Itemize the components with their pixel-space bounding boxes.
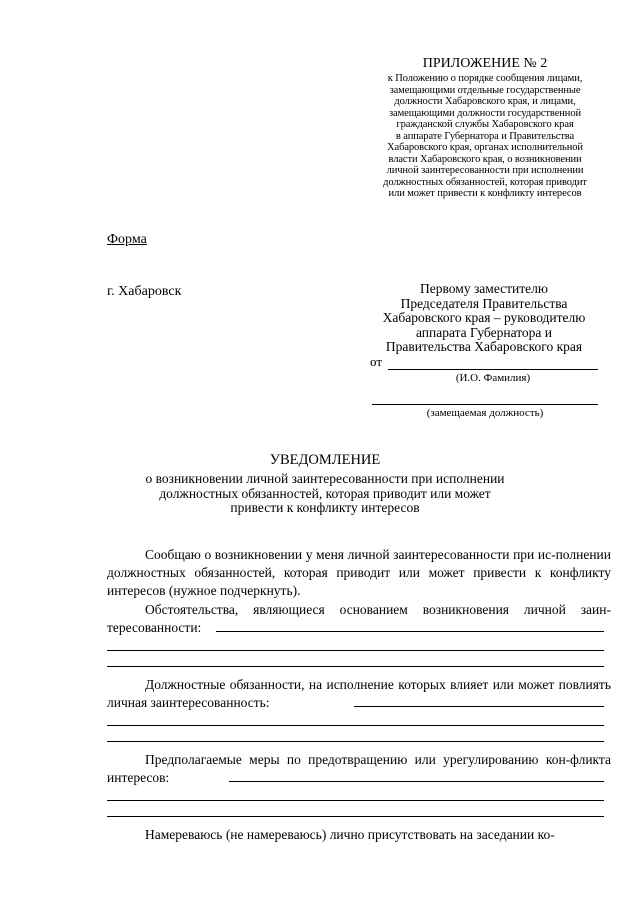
subtitle-line: должностных обязанностей, которая приводит или может bbox=[159, 485, 491, 501]
annex-title: ПРИЛОЖЕНИЕ № 2 bbox=[422, 56, 548, 71]
duties-field-1[interactable] bbox=[354, 706, 604, 707]
paragraph-attendance: Намереваюсь (не намереваюсь) лично присутствовать на заседании ко- bbox=[145, 827, 555, 842]
addressee-line: Председателя Правительства bbox=[400, 295, 568, 311]
duties-field-3[interactable] bbox=[107, 741, 604, 742]
position-hint: (замещаемая должность) bbox=[426, 407, 544, 419]
duties-label: Должностные обязанности, на исполнение которых влияет или может повлиять личная заинтересованность: bbox=[107, 677, 611, 710]
annex-line: личной заинтересованности при исполнении bbox=[386, 165, 584, 176]
addressee-block bbox=[360, 282, 608, 355]
duties-field-2[interactable] bbox=[107, 725, 604, 726]
measures-field-1[interactable] bbox=[229, 781, 604, 782]
annex-line: власти Хабаровского края, о возникновении bbox=[388, 153, 582, 165]
form-label: Форма bbox=[107, 232, 147, 247]
annex-line: замещающими отдельные государственные bbox=[389, 84, 581, 96]
measures-field-3[interactable] bbox=[107, 816, 604, 817]
circumstances-field-3[interactable] bbox=[107, 666, 604, 667]
circumstances-label: Обстоятельства, являющиеся основанием возникновения личной заин-тересованности: bbox=[107, 602, 611, 635]
circumstances-field-1[interactable] bbox=[216, 631, 604, 632]
circumstances-field-2[interactable] bbox=[107, 650, 604, 651]
subtitle-line: привести к конфликту интересов bbox=[230, 500, 420, 515]
measures-field-2[interactable] bbox=[107, 800, 604, 801]
annex-line: должностных обязанностей, которая приводит bbox=[383, 176, 587, 188]
addressee-line: Первому заместителю bbox=[420, 281, 548, 296]
annex-line: Хабаровского края, органах исполнительной bbox=[387, 142, 583, 153]
subtitle-line: о возникновении личной заинтересованности при исполнении bbox=[145, 471, 505, 486]
notice-subtitle bbox=[140, 472, 510, 516]
from-name-field[interactable] bbox=[388, 369, 598, 370]
annex-line: к Положению о порядке сообщения лицами, bbox=[387, 73, 583, 84]
paragraph-notice: Сообщаю о возникновении у меня личной заинтересованности при ис-полнении должностных обязанностей, которая приводит или может привести к конфликту интересов (нужное подчеркнуть). bbox=[107, 547, 611, 598]
measures-label: Предполагаемые меры по предотвращению или урегулированию кон-фликта интересов: bbox=[107, 752, 611, 785]
annex-line: должности Хабаровского края, и лицами, bbox=[394, 96, 576, 107]
addressee-line: Хабаровского края – руководителю bbox=[382, 310, 586, 326]
annex-description bbox=[350, 73, 620, 200]
addressee-line: аппарата Губернатора и bbox=[415, 324, 553, 340]
addressee-line: Правительства Хабаровского края bbox=[385, 339, 583, 355]
notice-title: УВЕДОМЛЕНИЕ bbox=[269, 452, 381, 468]
annex-line: замещающими должности государственной bbox=[388, 107, 581, 119]
annex-line: в аппарате Губернатора и Правительства bbox=[395, 130, 575, 142]
annex-line: гражданской службы Хабаровского края bbox=[396, 119, 574, 130]
city-label: г. Хабаровск bbox=[107, 284, 182, 299]
position-field[interactable] bbox=[372, 404, 598, 405]
from-label: от bbox=[370, 354, 383, 369]
annex-line: или может привести к конфликту интересов bbox=[388, 188, 582, 199]
name-hint: (И.О. Фамилия) bbox=[455, 372, 531, 384]
